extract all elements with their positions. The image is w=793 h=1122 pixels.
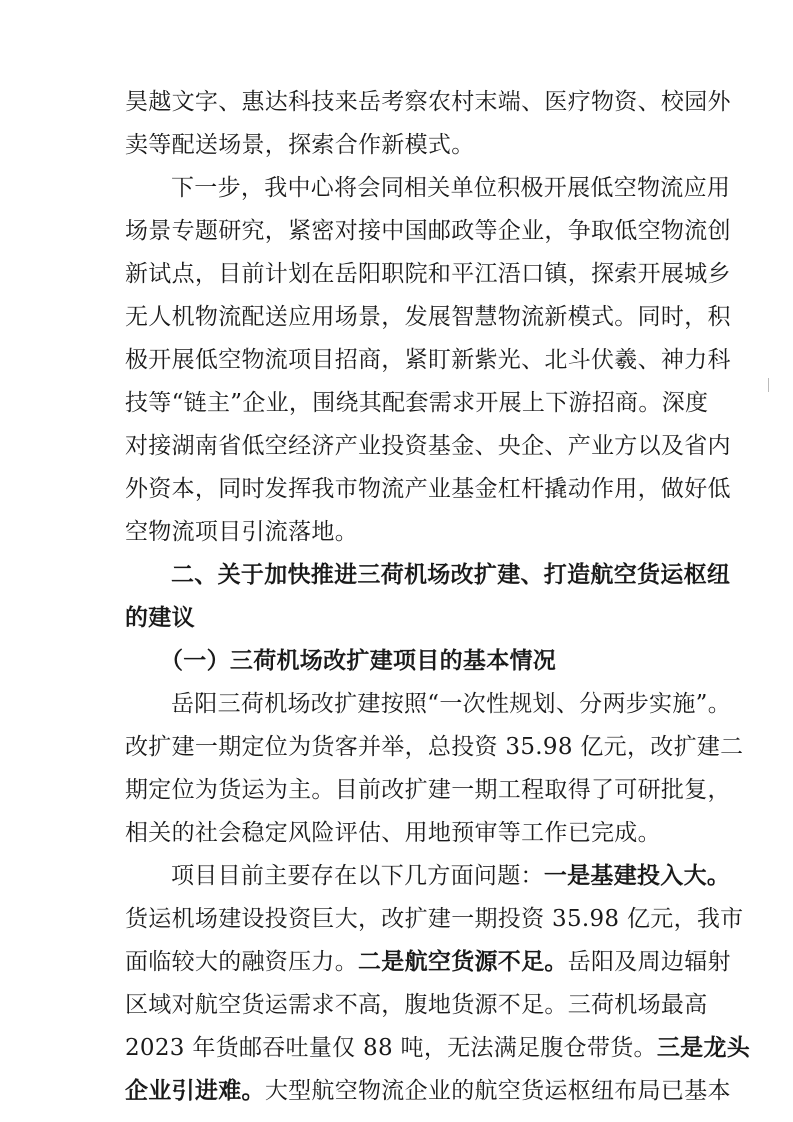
paragraph-line: 货运机场建设投资巨大，改扩建一期投资 35.98 亿元，我市 [125,906,744,932]
paragraph-line: 无人机物流配送应用场景，发展智慧物流新模式。同时，积 [125,304,731,330]
paragraph-line: 空物流项目引流落地。 [125,519,358,545]
paragraph-line: 期定位为货运为主。目前改扩建一期工程取得了可研批复， [125,777,731,803]
paragraph-line: 卖等配送场景，探索合作新模式。 [125,132,475,158]
emphasis-run: 企业引进难。 [125,1077,265,1104]
section-heading: 二、关于加快推进三荷机场改扩建、打造航空货运枢纽 [171,561,731,588]
paragraph-line: 对接湖南省低空经济产业投资基金、央企、产业方以及省内 [125,433,731,459]
text-run: 2023 年货邮吞吐量仅 88 吨，无法满足腹仓带货。 [125,1035,657,1061]
paragraph-line: 岳阳三荷机场改扩建按照“一次性规划、分两步实施”。 [171,691,732,717]
emphasis-run: 二是航空货源不足。 [358,948,568,975]
paragraph-line: 下一步，我中心将会同相关单位积极开展低空物流应用 [171,175,731,201]
paragraph-line [171,856,731,896]
paragraph-line: 技等“链主”企业，围绕其配套需求开展上下游招商。深度 [125,390,709,416]
text-run: 岳阳及周边辐射 [567,949,731,975]
paragraph-line: 昊越文字、惠达科技来岳考察农村末端、医疗物资、校园外 [125,89,731,115]
paragraph-line: 极开展低空物流项目招商，紧盯新紫光、北斗伏羲、神力科 [125,347,731,373]
paragraph-line: 场景专题研究，紧密对接中国邮政等企业，争取低空物流创 [125,218,731,244]
paragraph-line: 区域对航空货运需求不高，腹地货源不足。三荷机场最高 [125,992,708,1018]
section-heading: 的建议 [125,604,195,631]
text-run: 大型航空物流企业的航空货运枢纽布局已基本 [264,1078,731,1104]
emphasis-run: 一是基建投入大。 [543,862,731,889]
margin-mark [768,378,769,392]
paragraph-line [125,942,731,982]
paragraph-line: 外资本，同时发挥我市物流产业基金杠杆撬动作用，做好低 [125,476,731,502]
paragraph-line: 改扩建一期定位为货客并举，总投资 35.98 亿元，改扩建二 [125,734,744,760]
text-run: 项目目前主要存在以下几方面问题： [171,863,544,889]
paragraph-line [125,1071,731,1111]
subsection-heading: （一）三荷机场改扩建项目的基本情况 [160,648,557,674]
text-run: 面临较大的融资压力。 [125,949,358,975]
paragraph-line: 新试点，目前计划在岳阳职院和平江浯口镇，探索开展城乡 [125,261,731,287]
paragraph-line [125,1028,751,1068]
paragraph-line: 相关的社会稳定风险评估、用地预审等工作已完成。 [125,820,661,846]
emphasis-run: 三是龙头 [656,1034,751,1061]
